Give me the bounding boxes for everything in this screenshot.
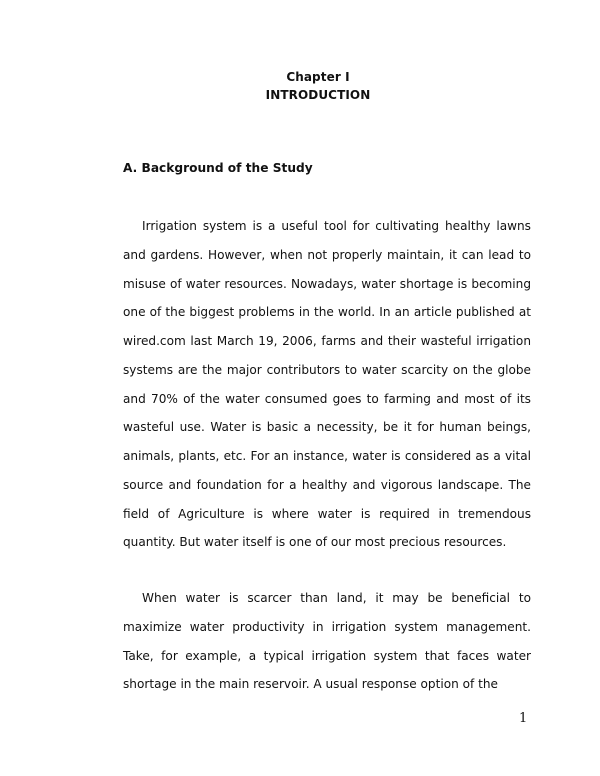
chapter-number: Chapter I bbox=[286, 70, 350, 84]
page-number: 1 bbox=[519, 711, 528, 726]
chapter-title: INTRODUCTION bbox=[265, 88, 371, 102]
section-heading: A. Background of the Study bbox=[123, 161, 313, 175]
body-paragraph-2: When water is scarcer than land, it may be beneficial to maximize water productivity in irrigation system management. Take, for example, a typical irrigation system that faces water shortage in the main reservoir. A usual response option of the bbox=[123, 591, 531, 692]
body-paragraph-1: Irrigation system is a useful tool for cultivating healthy lawns and gardens. However, when not properly maintain, it can lead to misuse of water resources. Nowadays, water shortage is becoming one of the biggest problems in the world. In an article published at wired.com last March 19, 2006, farms and their wasteful irrigation systems are the major contributors to water scarcity on the globe and 70% of the water consumed goes to farming and most of its wasteful use. Water is basic a necessity, be it for human beings, animals, plants, etc. For an instance, water is considered as a vital source and foundation for a healthy and vigorous landscape. The field of Agriculture is where water is required in tremendous quantity. But water itself is one of our most precious resources. bbox=[123, 219, 531, 550]
